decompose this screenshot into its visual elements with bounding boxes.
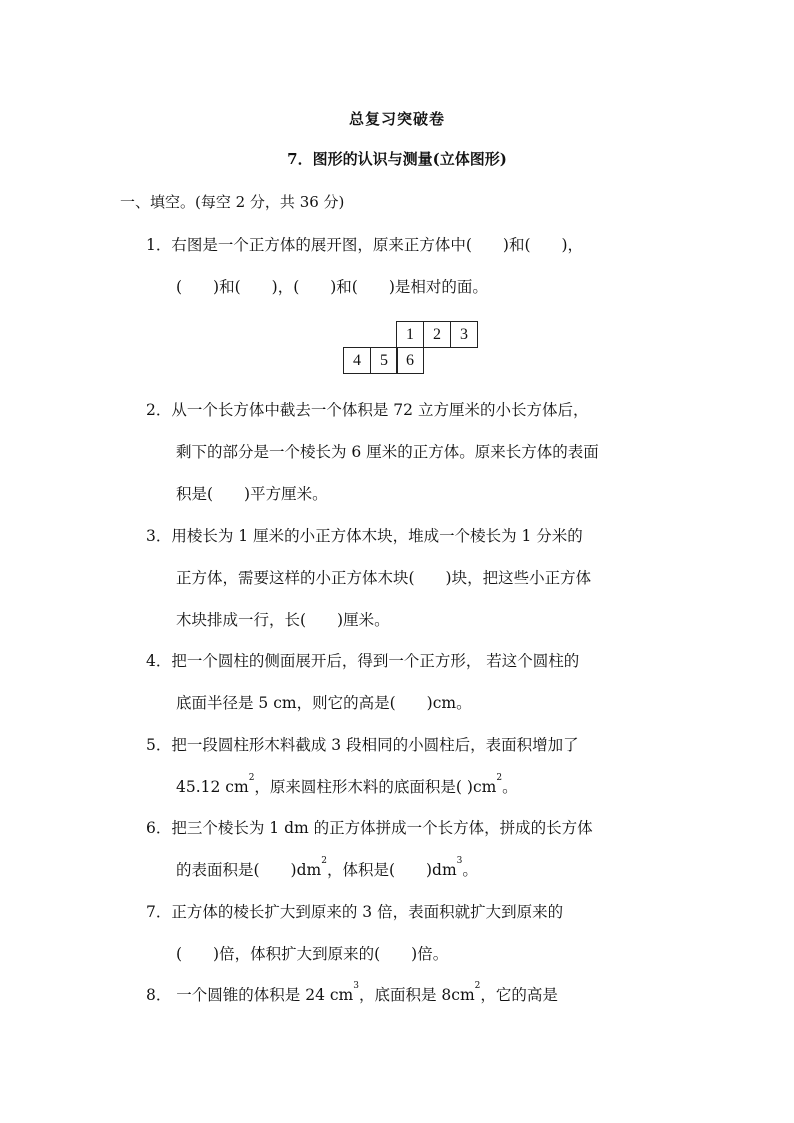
q8-line1 — [146, 983, 558, 1005]
q3-line3: 木块排成一行，长( )厘米。 — [176, 611, 390, 629]
exam-title: 总复习突破卷 — [348, 110, 445, 128]
q8-line1a: 8． 一个圆锥的体积是 24 cm — [146, 986, 354, 1004]
net-cell-2: 2 — [423, 321, 451, 348]
net-cell-4: 4 — [343, 347, 371, 374]
net-cell-5: 5 — [370, 347, 398, 374]
q8-line1c: ，它的高是 — [480, 986, 558, 1004]
q5-sup1: 2 — [248, 773, 255, 783]
q4-line1: 4．把一个圆柱的侧面展开后，得到一个正方形， 若这个圆柱的 — [146, 652, 580, 670]
exam-subtitle: 7．图形的认识与测量(立体图形) — [287, 150, 507, 168]
q6-line2b: ，体积是( )dm — [326, 861, 457, 879]
q5-line1: 5．把一段圆柱形木料截成 3 段相同的小圆柱后，表面积增加了 — [146, 736, 579, 754]
q3-line1: 3．用棱长为 1 厘米的小正方体木块，堆成一个棱长为 1 分米的 — [146, 527, 583, 545]
q8-line1b: ，底面积是 8cm — [358, 986, 475, 1004]
q6-line2a: 的表面积是( )dm — [176, 861, 322, 879]
q5-sup2: 2 — [496, 773, 503, 783]
q5-line2b: ，原来圆柱形木料的底面积是( )cm — [254, 778, 497, 796]
q7-line1: 7．正方体的棱长扩大到原来的 3 倍，表面积就扩大到原来的 — [146, 903, 564, 921]
q6-line2c: 。 — [462, 861, 478, 879]
q8-sup1: 3 — [353, 981, 359, 991]
q1-line2: ( )和( )，( )和( )是相对的面。 — [176, 278, 488, 296]
q6-line1: 6．把三个棱长为 1 dm 的正方体拼成一个长方体，拼成的长方体 — [146, 819, 593, 837]
cube-net-figure — [343, 321, 478, 375]
q6-sup2: 3 — [456, 856, 463, 866]
net-cell-1: 1 — [396, 321, 424, 348]
q3-line2: 正方体，需要这样的小正方体木块( )块，把这些小正方体 — [176, 569, 592, 587]
net-cell-3: 3 — [450, 321, 478, 348]
q2-line1: 2．从一个长方体中截去一个体积是 72 立方厘米的小长方体后， — [146, 401, 589, 419]
q6-sup1: 2 — [321, 856, 327, 866]
q2-line3: 积是( )平方厘米。 — [176, 485, 328, 503]
q1-line1: 1．右图是一个正方体的展开图，原来正方体中( )和( )， — [146, 236, 584, 254]
q7-line2: ( )倍，体积扩大到原来的( )倍。 — [176, 945, 449, 963]
q5-line2 — [176, 775, 518, 797]
q2-line2: 剩下的部分是一个棱长为 6 厘米的正方体。原来长方体的表面 — [176, 443, 599, 461]
net-cell-6: 6 — [396, 347, 424, 374]
section-heading: 一、填空。(每空 2 分，共 36 分) — [120, 193, 345, 211]
q4-line2: 底面半径是 5 cm，则它的高是( )cm。 — [176, 694, 472, 712]
q5-line2a: 45.12 cm — [176, 778, 249, 796]
q6-line2 — [176, 858, 478, 880]
q8-sup2: 2 — [474, 981, 481, 991]
q5-line2c: 。 — [502, 778, 518, 796]
